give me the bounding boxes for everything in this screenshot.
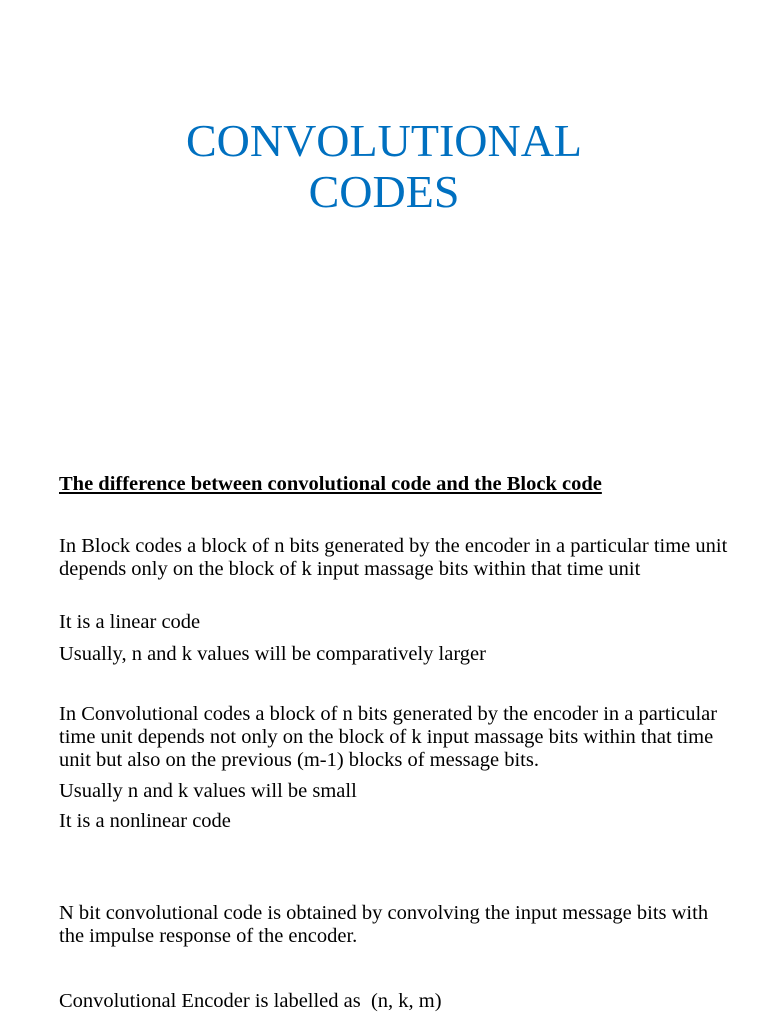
nbit-paragraph: N bit convolutional code is obtained by convolving the input message bits with the impulse response of the encoder.	[59, 902, 709, 947]
conv-values-paragraph: Usually n and k values will be small	[59, 780, 357, 802]
encoder-label-paragraph: Convolutional Encoder is labelled as (n, k, m)	[59, 990, 442, 1012]
conv-codes-paragraph: In Convolutional codes a block of n bits generated by the encoder in a particular time unit depends not only on the block of k input massage bits within that time unit but also on the previous (m-1) blocks of message bits.	[59, 703, 718, 771]
block-linear-paragraph: It is a linear code	[59, 611, 201, 633]
block-codes-paragraph: In Block codes a block of n bits generated by the encoder in a particular time unit depends only on the block of k input massage bits within that time unit	[59, 535, 728, 580]
page-title	[0, 115, 768, 217]
block-values-paragraph: Usually, n and k values will be comparatively larger	[59, 643, 486, 665]
title-line-2: CODES	[308, 166, 460, 217]
section-heading: The difference between convolutional code and the Block code	[59, 473, 602, 495]
title-line-1: CONVOLUTIONAL	[185, 115, 583, 166]
conv-nonlinear-paragraph: It is a nonlinear code	[59, 810, 231, 832]
